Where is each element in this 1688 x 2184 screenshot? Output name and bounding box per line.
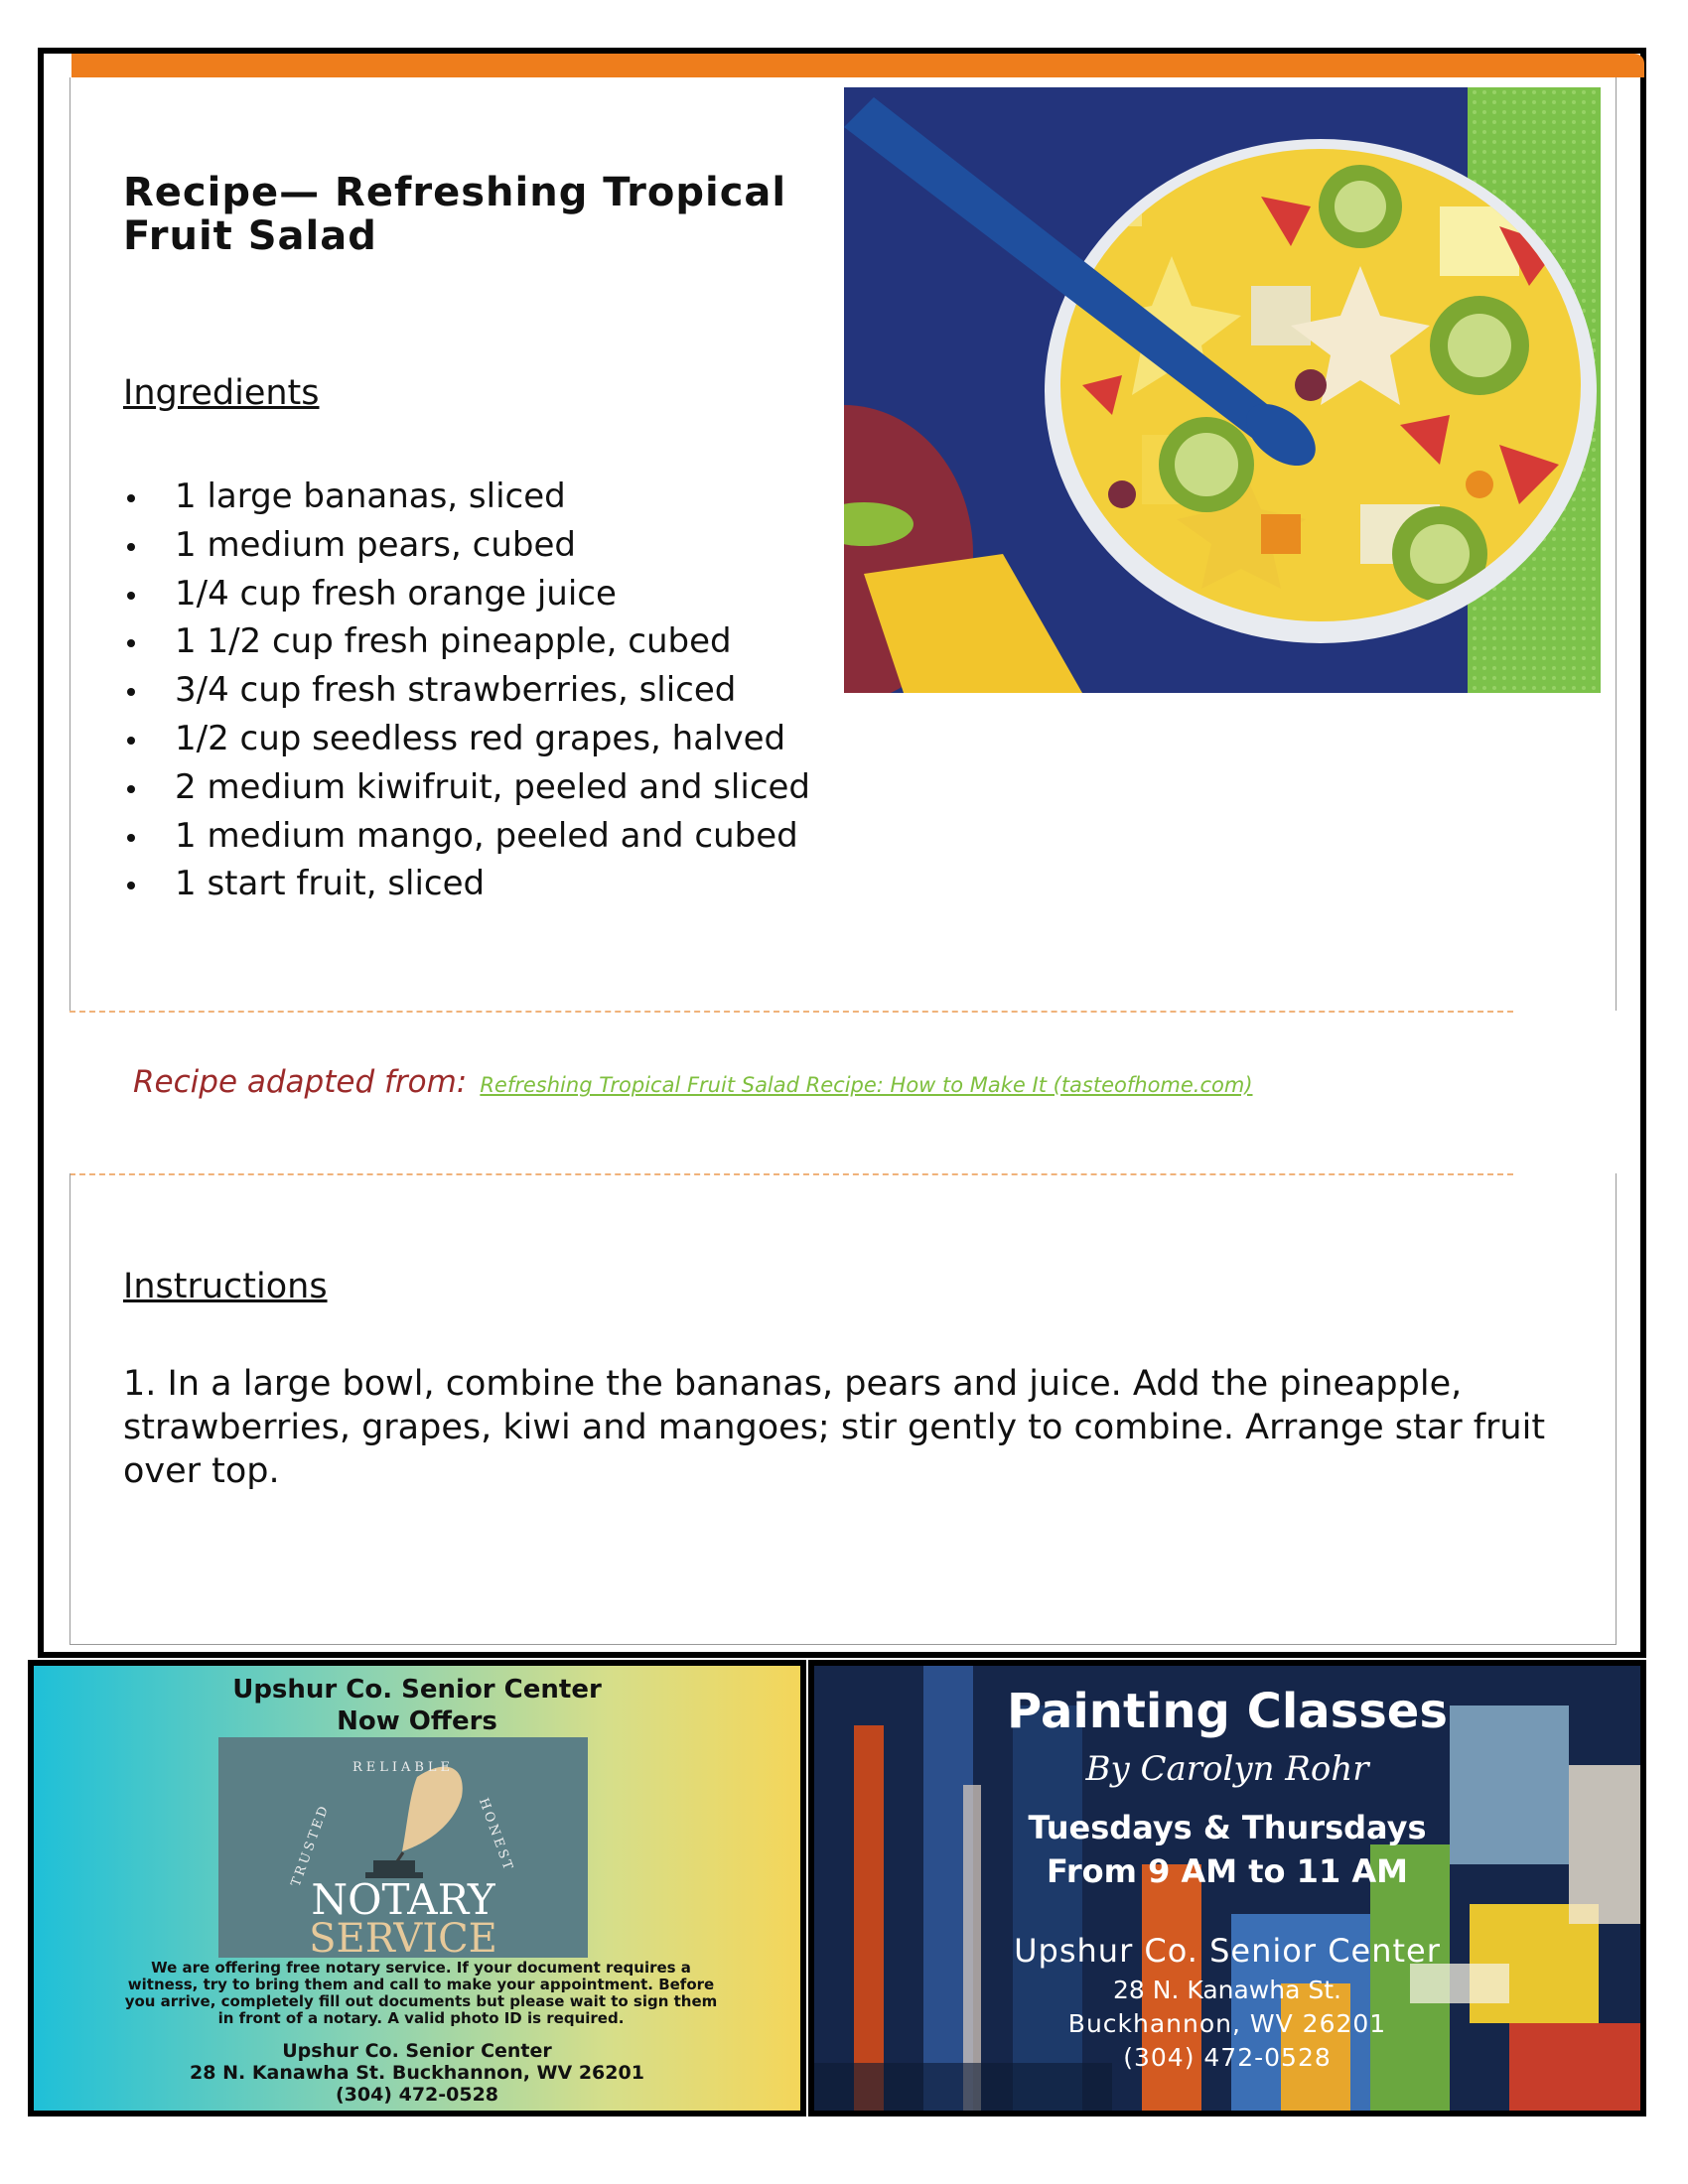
- instructions-heading: Instructions: [123, 1267, 328, 1306]
- logo-title: NOTARY: [311, 1875, 495, 1924]
- list-item: 1 start fruit, sliced: [123, 860, 810, 908]
- list-item: 3/4 cup fresh strawberries, sliced: [123, 666, 810, 715]
- painting-classes-ad: [808, 1660, 1646, 2116]
- painting-title: Painting Classes: [1007, 1684, 1448, 1739]
- notary-ad: [28, 1660, 806, 2116]
- notary-subheading: Now Offers: [337, 1706, 497, 1736]
- notary-description: We are offering free notary service. If your document requires a witness, try to bring them and call to make your appointment. Before you arrive, completely fill out documents but please wait to sign them in front of a notary. A valid photo ID is required.: [124, 1959, 718, 2027]
- list-item: 1 medium pears, cubed: [123, 521, 810, 570]
- fruit-salad-photo: [844, 87, 1601, 693]
- notary-logo: [218, 1737, 588, 1958]
- quill-icon: [365, 1767, 463, 1878]
- ingredients-heading: Ingredients: [123, 373, 320, 413]
- notary-footer-name: Upshur Co. Senior Center: [282, 2040, 552, 2062]
- instructions-text: 1. In a large bowl, combine the bananas, pears and juice. Add the pineapple, strawberries, grapes, kiwi and mangoes; stir gently to combine. Arrange star fruit over top.: [123, 1364, 1546, 1491]
- divider: [70, 1011, 1513, 1013]
- painting-center: Upshur Co. Senior Center: [1014, 1932, 1441, 1970]
- notary-footer-phone: (304) 472-0528: [335, 2084, 499, 2106]
- notary-heading: Upshur Co. Senior Center: [232, 1675, 602, 1705]
- recipe-frame: [38, 48, 1646, 1658]
- painting-days: Tuesdays & Thursdays: [1028, 1809, 1427, 1846]
- notary-footer-address: 28 N. Kanawha St. Buckhannon, WV 26201: [190, 2062, 644, 2084]
- painting-phone: (304) 472-0528: [1123, 2043, 1332, 2072]
- painting-street: 28 N. Kanawha St.: [1113, 1976, 1341, 2004]
- list-item: 1 1/2 cup fresh pineapple, cubed: [123, 617, 810, 666]
- source-link[interactable]: Refreshing Tropical Fruit Salad Recipe: How to Make It (tasteofhome.com): [480, 1073, 1253, 1097]
- recipe-title: Recipe— Refreshing Tropical Fruit Salad: [123, 170, 787, 259]
- ingredients-list: [123, 473, 810, 908]
- source-label: Recipe adapted from:: [133, 1064, 468, 1100]
- painting-city: Buckhannon, WV 26201: [1067, 2009, 1387, 2038]
- recipe-source: [133, 1064, 1253, 1100]
- list-item: 1/4 cup fresh orange juice: [123, 570, 810, 618]
- list-item: 1 large bananas, sliced: [123, 473, 810, 521]
- logo-arc-top: RELIABLE: [352, 1760, 455, 1775]
- painting-byline: By Carolyn Rohr: [1085, 1749, 1369, 1789]
- list-item: 1/2 cup seedless red grapes, halved: [123, 715, 810, 763]
- logo-subtitle: SERVICE: [309, 1916, 497, 1958]
- list-item: 1 medium mango, peeled and cubed: [123, 812, 810, 861]
- logo-arc-right: HONEST: [475, 1796, 516, 1875]
- header-accent-bar: [71, 54, 1644, 77]
- painting-hours: From 9 AM to 11 AM: [1047, 1852, 1408, 1890]
- list-item: 2 medium kiwifruit, peeled and sliced: [123, 763, 810, 812]
- logo-arc-left: TRUSTED: [288, 1801, 333, 1889]
